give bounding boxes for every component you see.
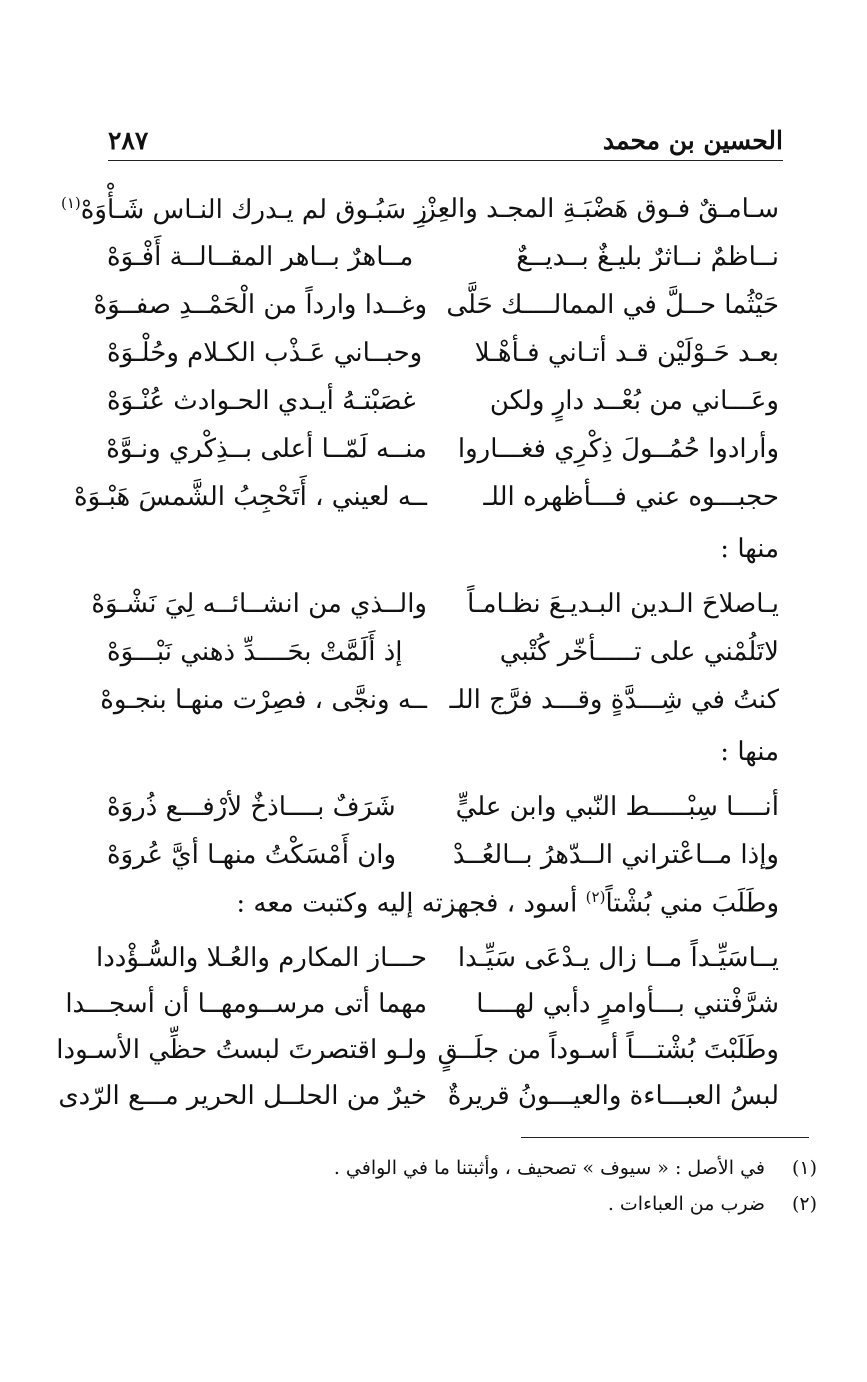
verse-6-second-hemistich: منــه لَمّــا أعلى بــذِكْري ونـوَّهْ [106, 434, 427, 464]
footnote-ref-2: (٢) [585, 888, 606, 906]
footnote-2-text: ضرب من العباءات . [607, 1193, 765, 1215]
verse-1-second-text: زِ سَبُـوق لم يـدرك النـاس شَـأْوَهْ [80, 194, 427, 225]
verse-14-first-hemistich: شرَّفْتني بـــأوامرٍ دأبي لهــــا [476, 989, 779, 1019]
verse-15-second-hemistich: ولـو اقتصرتَ لبستُ حظِّي الأسـودا [56, 1035, 427, 1065]
running-title: الحسين بن محمد [602, 126, 783, 155]
verse-5-second-hemistich: غصَبْتـهُ أيـدي الحـوادث عُنْـوَهْ [107, 386, 416, 416]
verse-7-second-hemistich: ــه لعيني ، أَتَحْجِبُ الشَّمسَ هَبْـوَهْ [73, 482, 427, 512]
footnote-1-number: (١) [791, 1157, 817, 1179]
verse-11-second-hemistich: شَرَفٌ بــــاذخٌ لأرْفـــع ذُروَهْ [107, 792, 396, 822]
verse-4-second-hemistich: وحبــاني عَـذْب الكـلام وحُلْـوَهْ [107, 338, 423, 368]
verse-4-first-hemistich: بعـد حَـوْلَيْن قـد أتـاني فـأهْـلا [474, 338, 779, 368]
footnote-2 [608, 1193, 817, 1215]
verse-12-first-hemistich: وإذا مــاعْتراني الــدّهرُ بــالعُــدْ [452, 840, 779, 870]
footnote-rule [521, 1137, 809, 1138]
running-header [108, 122, 783, 162]
section-label-minha-2: منها : [720, 737, 779, 767]
verse-10-first-hemistich: كنتُ في شِـــدَّةٍ وقـــد فرَّج اللـ [449, 685, 779, 715]
verse-12-second-hemistich: وان أَمْسَكْتُ منهـا أيَّ عُروَهْ [107, 840, 397, 870]
prose-paragraph [236, 890, 779, 917]
prose-before: وطَلَبَ مني بُشْتاً [605, 888, 779, 919]
footnote-2-number: (٢) [791, 1193, 817, 1215]
verse-5-first-hemistich: وعَـــاني من بُعْــد دارٍ ولكن [489, 386, 779, 416]
verse-10-second-hemistich: ــه ونجَّى ، فصِرْت منهـا بنجـوهْ [100, 685, 427, 715]
header-rule [108, 160, 783, 161]
verse-1-second-hemistich [61, 194, 427, 225]
verse-8-second-hemistich: والــذي من انشــائــه لِيَ نَشْـوَهْ [91, 589, 427, 619]
verse-2-second-hemistich: مــاهرٌ بــاهر المقــالــة أَفْـوَهْ [107, 242, 414, 272]
verse-13-second-hemistich: حـــاز المكارم والعُـلا والسُّـؤْددا [95, 943, 427, 973]
verse-16-first-hemistich: لبسُ العبـــاءة والعيـــونُ قريرةٌ [447, 1081, 779, 1111]
verse-15-first-hemistich: وطَلَبْتَ بُشْتـــاً أسـوداً من جلَــقٍ [437, 1035, 779, 1065]
verse-9-second-hemistich: إذ أَلَمَّتْ بحَــــدِّ ذهني نَبْـــوَهْ [107, 637, 403, 667]
footnote-1-text: في الأصل : « سيوف » تصحيف ، وأثبتنا ما في الوافي . [333, 1157, 765, 1179]
verse-1-first-hemistich: سـامـقٌ فـوق هَضْبَـةِ المجـد والعِزْ [423, 194, 779, 224]
verse-8-first-hemistich: يـاصلاحَ الـدين البـديـعَ نظـامـاً [467, 589, 779, 619]
verse-16-second-hemistich: خيرٌ من الحلــل الحرير مـــع الرّدى [58, 1081, 427, 1111]
section-label-minha: منها : [720, 534, 779, 564]
verse-6-first-hemistich: وأرادوا حُمُــولَ ذِكْرِي فغـــاروا [457, 434, 779, 464]
verse-7-first-hemistich: حجبـــوه عني فـــأظهره اللـ [483, 482, 779, 512]
verse-11-first-hemistich: أنــــا سِبْـــــط النّبي وابن عليٍّ [455, 792, 779, 822]
verse-9-first-hemistich: لاتَلُمْني على تـــــأخّر كُتْبي [499, 637, 779, 667]
verse-13-first-hemistich: يــاسَيِّـداً مــا زال يـدْعَى سَيِّـدا [457, 943, 779, 973]
verse-3-first-hemistich: حَيْثُما حــلَّ في الممالــــك حَلَّى [446, 290, 779, 320]
footnote-1 [334, 1157, 817, 1179]
verse-14-second-hemistich: مهما أتى مرســومهــا أن أسجـــدا [65, 989, 427, 1019]
prose-after: أسود ، فجهزته إليه وكتبت معه : [236, 888, 586, 919]
page-number: ٢٨٧ [108, 126, 149, 155]
footnote-ref-1: (١) [61, 194, 81, 212]
verse-3-second-hemistich: وغــدا وارداً من الْحَمْــدِ صفــوَهْ [93, 290, 427, 320]
verse-2-first-hemistich: نــاظمٌ نــاثرٌ بليـغٌ بــديــعٌ [516, 242, 779, 272]
